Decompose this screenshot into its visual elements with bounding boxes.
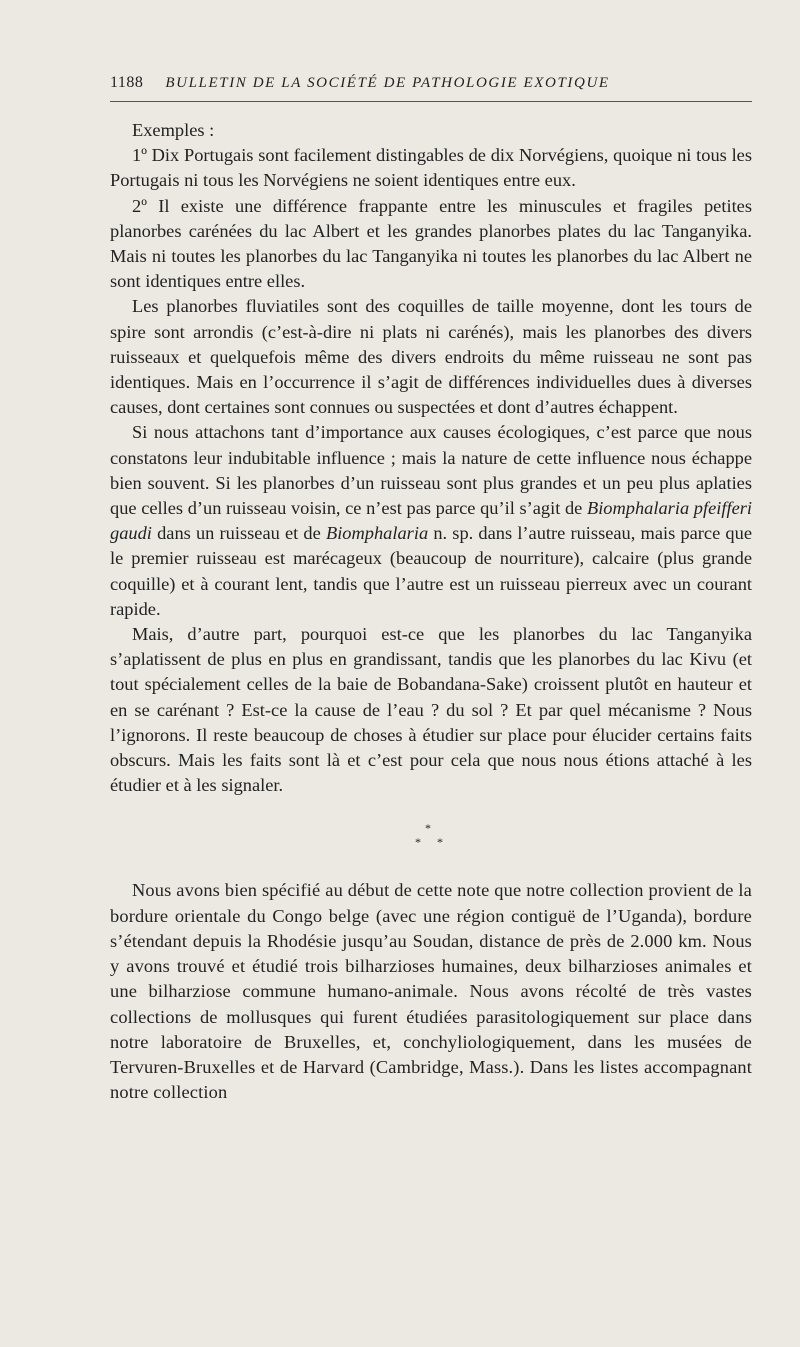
running-title: BULLETIN DE LA SOCIÉTÉ DE PATHOLOGIE EXOTIQUE [165, 75, 610, 91]
paragraph-example-2: 2º Il existe une différence frappante entre les minuscules et fragiles petites planorbes carénées du lac Albert et les grandes planorbes plates du lac Tanganyika. Mais ni toutes les planorbes du lac Tanganyika ni toutes les planorbes du lac Albert ne sont identiques entre elles. [110, 195, 752, 292]
paragraph-examples: Exemples : [132, 120, 215, 140]
asterism-star: * [437, 835, 443, 850]
text-span: n. sp. dans l’autre ruisseau, mais parce que le premier ruisseau est marécageux (beaucoup de nourriture), calcaire (plus grande coquille) et à courant lent, tandis que l’autre est un ruisseau pierreux avec un courant rapide. [110, 523, 752, 619]
header-rule [110, 101, 752, 102]
section-collection [110, 878, 752, 1105]
page-number: 1188 [110, 74, 144, 91]
genus-name: Biomphalaria [325, 523, 429, 544]
species-name: Biomphalaria pfeifferi gaudi [110, 498, 753, 544]
text-span: Si nous attachons tant d’importance aux causes écologiques, c’est parce que nous constatons leur indubitable influence ; mais la nature de cette influence nous échappe bien souvent. Si les planorbes d’un ruisseau sont plus grandes et un peu plus aplaties que celles d’un ruisseau voisin, ce n’est pas parce qu’il s’agit de [110, 422, 752, 519]
asterism-star: * [415, 835, 421, 850]
running-header [110, 74, 752, 96]
paragraph-tanganyika: Mais, d’autre part, pourquoi est-ce que les planorbes du lac Tanganyika s’aplatissent de plus en plus en grandissant, tandis que les planorbes du lac Kivu (et tout spécialement celles de la baie de Bobandana-Sake) croissent plutôt en hauteur et en se carénant ? Est-ce la cause de l’eau ? du sol ? Et par quel mécanisme ? Nous l’ignorons. Il reste beaucoup de choses à étudier sur place pour élucider certains faits obscurs. Mais les faits sont là et c’est pour cela que nous nous étions attaché à les étudier et à les signaler. [110, 624, 752, 796]
page-body [110, 118, 752, 1105]
text-span: dans un ruisseau et de [151, 523, 326, 544]
paragraph-collection: Nous avons bien spécifié au début de cette note que notre collection provient de la bordure orientale du Congo belge (avec une région contiguë de l’Uganda), bordure s’étendant depuis la Rhodésie jusqu’au Soudan, distance de près de 2.000 km. Nous y avons trouvé et étudié trois bilharzioses humaines, deux bilharzioses animales et une bilharziose commune humano-animale. Nous avons récolté de très vastes collections de mollusques qui furent étudiées parasitologiquement sur place dans notre laboratoire de Bruxelles, et, conchyliologiquement, dans les musées de Tervuren-Bruxelles et de Harvard (Cambridge, Mass.). Dans les listes accompagnant notre collection [110, 880, 752, 1103]
paragraph-example-1: 1º Dix Portugais sont facilement distingables de dix Norvégiens, quoique ni tous les Portugais ni tous les Norvégiens ne soient identiques entre eux. [110, 145, 752, 191]
asterism-separator [110, 798, 752, 878]
paragraph-ecology [110, 420, 752, 622]
asterism-star: * [425, 821, 431, 836]
paragraph-fluviatile: Les planorbes fluviatiles sont des coquilles de taille moyenne, dont les tours de spire sont arrondis (c’est-à-dire ni plats ni carénés), mais les planorbes des divers ruisseaux et quelquefois même des divers endroits du même ruisseau ne sont pas identiques. Mais en l’occurrence il s’agit de différences individuelles dues à diverses causes, dont certaines sont connues ou suspectées et dont d’autres échappent. [110, 296, 752, 418]
